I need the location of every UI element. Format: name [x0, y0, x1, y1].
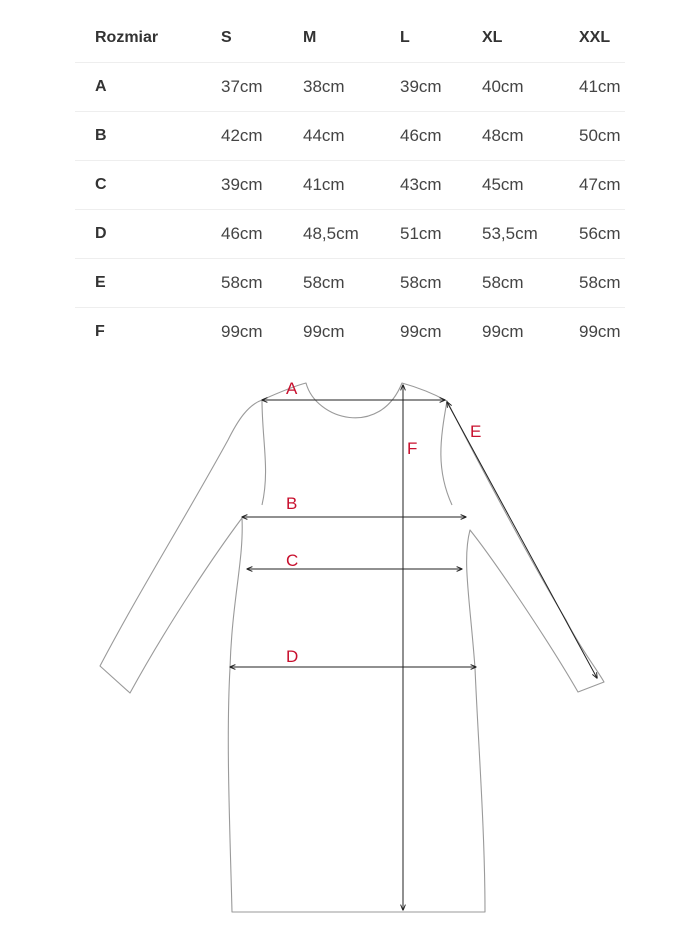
table-cell: 50cm: [579, 112, 625, 161]
label-e: E: [470, 422, 482, 441]
table-header-row: [75, 14, 625, 63]
table-cell: 46cm: [221, 210, 303, 259]
table-cell: 41cm: [579, 63, 625, 112]
table-cell: 58cm: [482, 259, 579, 308]
table-cell: 58cm: [400, 259, 482, 308]
header-cell: L: [400, 14, 482, 63]
table-cell: 45cm: [482, 161, 579, 210]
table-row: [75, 112, 625, 161]
label-a: A: [286, 379, 298, 398]
row-label: D: [75, 210, 221, 259]
table-row: [75, 63, 625, 112]
size-chart-table: [75, 14, 625, 356]
table-cell: 99cm: [303, 322, 345, 341]
table-cell: 48cm: [482, 112, 579, 161]
table-cell: 37cm: [221, 63, 303, 112]
dress-outline: [100, 383, 604, 912]
label-f: F: [407, 439, 418, 458]
table-row: [75, 308, 625, 357]
header-cell: XXL: [579, 14, 625, 63]
table-cell: 38cm: [303, 63, 400, 112]
row-label: A: [75, 63, 221, 112]
header-cell: XL: [482, 14, 579, 63]
table-cell: 53,5cm: [482, 210, 579, 259]
table-cell: 48,5cm: [303, 210, 400, 259]
table-cell: 99cm: [221, 322, 263, 341]
table-cell: 58cm: [579, 259, 625, 308]
row-label: F: [95, 323, 105, 340]
table-cell: 39cm: [400, 63, 482, 112]
table-cell: 58cm: [221, 259, 303, 308]
row-label: B: [75, 112, 221, 161]
table-cell: 99cm: [482, 322, 524, 341]
header-cell: Rozmiar: [75, 14, 221, 63]
table-cell: 51cm: [400, 210, 482, 259]
table-cell: 40cm: [482, 63, 579, 112]
table-cell: 58cm: [303, 259, 400, 308]
table-cell: 39cm: [221, 161, 303, 210]
label-c: C: [286, 551, 299, 570]
table-cell: 44cm: [303, 112, 400, 161]
header-cell: S: [221, 14, 303, 63]
table-row: [75, 161, 625, 210]
table-cell: 46cm: [400, 112, 482, 161]
row-label: E: [75, 259, 221, 308]
table-cell: 43cm: [400, 161, 482, 210]
table-row: [75, 259, 625, 308]
table-cell: 99cm: [579, 322, 621, 341]
table-cell: 42cm: [221, 112, 303, 161]
table-row: [75, 210, 625, 259]
table-cell: 56cm: [579, 210, 625, 259]
arrow-e: [447, 402, 597, 678]
table-cell: 47cm: [579, 161, 625, 210]
dress-measurement-diagram: [0, 360, 700, 933]
label-b: B: [286, 494, 298, 513]
table-cell: 41cm: [303, 161, 400, 210]
header-cell: M: [303, 14, 400, 63]
row-label: C: [75, 161, 221, 210]
label-d: D: [286, 647, 299, 666]
table-cell: 99cm: [400, 322, 442, 341]
